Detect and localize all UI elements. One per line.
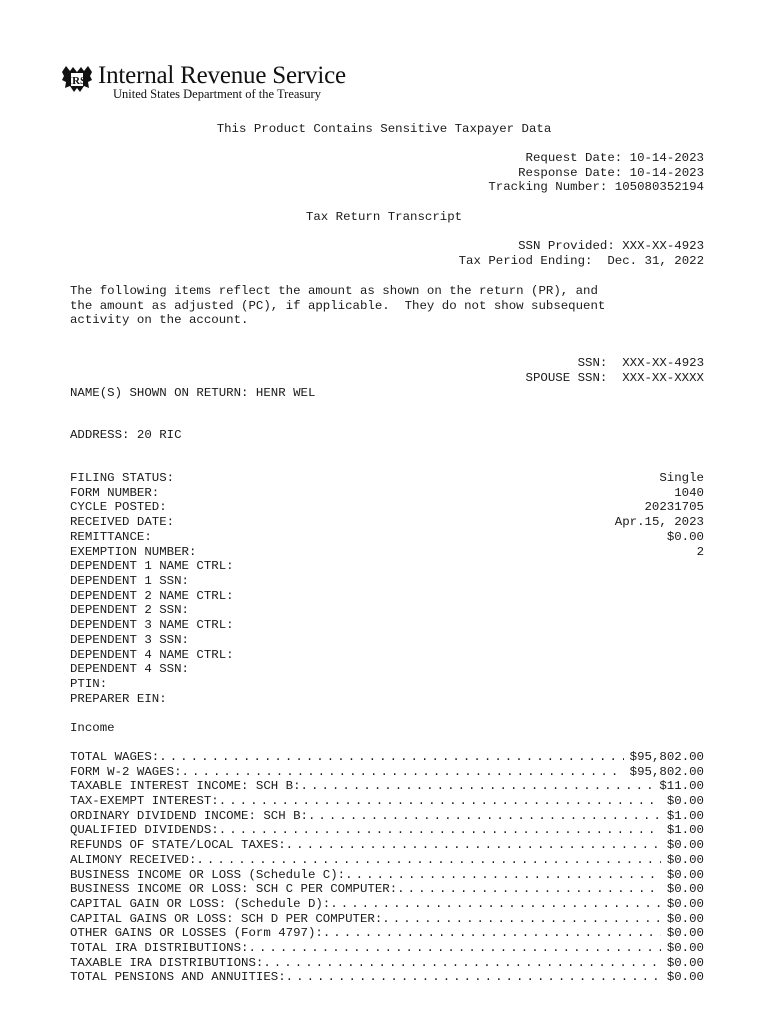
field-label: PREPARER EIN: [70, 692, 167, 706]
leader-dots [219, 823, 661, 838]
income-label: BUSINESS INCOME OR LOSS (Schedule C): [70, 867, 346, 882]
field-label: DEPENDENT 2 NAME CTRL: [70, 589, 234, 603]
income-row-ordinary-dividend [70, 809, 704, 824]
leader-dots [323, 926, 661, 941]
leader-dots [397, 882, 661, 897]
field-label: DEPENDENT 1 SSN: [70, 574, 189, 588]
income-label: OTHER GAINS OR LOSSES (Form 4797): [70, 926, 323, 941]
income-value: $0.00 [666, 970, 704, 985]
income-value: $1.00 [666, 823, 704, 838]
income-value: $11.00 [659, 779, 704, 794]
income-value: $0.00 [666, 882, 704, 897]
income-value: $0.00 [666, 867, 704, 882]
field-label: CYCLE POSTED: [70, 500, 167, 514]
income-ledger [70, 750, 704, 985]
income-row-total-pensions [70, 970, 704, 985]
income-row-qualified-dividends [70, 823, 704, 838]
filing-row-ptin [70, 677, 704, 692]
filing-row-exemption-number [70, 545, 704, 560]
page-title: Tax Return Transcript [305, 210, 463, 224]
income-row-refunds-state-local [70, 838, 704, 853]
income-label: REFUNDS OF STATE/LOCAL TAXES: [70, 838, 286, 853]
field-value: Single [659, 471, 704, 485]
income-value: $0.00 [666, 926, 704, 941]
field-label: RECEIVED DATE: [70, 515, 175, 529]
tax-period-ending: Tax Period Ending: Dec. 31, 2022 [458, 254, 704, 268]
income-label: TAXABLE INTEREST INCOME: SCH B: [70, 779, 301, 794]
income-value: $0.00 [666, 794, 704, 809]
address: ADDRESS: 20 RIC [70, 428, 182, 442]
income-label: QUALIFIED DIVIDENDS: [70, 823, 219, 838]
field-value: 2 [696, 545, 704, 559]
income-row-capital-gains-computer [70, 912, 704, 927]
dept-name: United States Department of the Treasury [113, 87, 321, 101]
income-value: $95,802.00 [629, 750, 704, 764]
income-value: $0.00 [666, 911, 704, 926]
leader-dots [219, 794, 661, 809]
names-on-return: NAME(S) SHOWN ON RETURN: HENR WEL [70, 386, 316, 400]
income-label: ALIMONY RECEIVED: [70, 852, 197, 867]
income-heading: Income [70, 721, 115, 735]
irs-eagle-icon [60, 64, 94, 94]
svg-text:IRS: IRS [67, 75, 87, 87]
field-label: DEPENDENT 2 SSN: [70, 603, 189, 617]
income-row-other-gains-4797 [70, 926, 704, 941]
income-row-total-ira [70, 941, 704, 956]
income-label: FORM W-2 WAGES: [70, 764, 182, 779]
leader-dots [330, 897, 661, 912]
filing-row-cycle-posted [70, 500, 704, 515]
income-value: $0.00 [666, 896, 704, 911]
field-value: 1040 [674, 486, 704, 500]
filing-row-dependent-4-name [70, 648, 704, 663]
field-label: DEPENDENT 4 SSN: [70, 662, 189, 676]
leader-dots [382, 912, 661, 927]
income-label: BUSINESS INCOME OR LOSS: SCH C PER COMPUTER: [70, 882, 398, 897]
filing-row-received-date [70, 515, 704, 530]
response-date: Response Date: 10-14-2023 [518, 166, 704, 180]
filing-row-filing-status [70, 471, 704, 486]
spouse-ssn: SPOUSE SSN: XXX-XX-XXXX [525, 371, 704, 385]
income-row-business-income-computer [70, 882, 704, 897]
filing-row-dependent-1-name [70, 559, 704, 574]
income-value: $0.00 [666, 955, 704, 970]
income-value: $0.00 [666, 852, 704, 867]
taxpayer-ssn: SSN: XXX-XX-4923 [577, 356, 704, 370]
ssn-provided: SSN Provided: XXX-XX-4923 [518, 239, 704, 253]
sensitive-notice: This Product Contains Sensitive Taxpayer Data [216, 122, 552, 136]
filing-row-dependent-1-ssn [70, 574, 704, 589]
income-value: $95,802.00 [629, 764, 704, 779]
filing-row-form-number [70, 486, 704, 501]
income-label: TOTAL IRA DISTRIBUTIONS: [70, 940, 249, 955]
field-label: FORM NUMBER: [70, 486, 160, 500]
filing-row-remittance [70, 530, 704, 545]
leader-dots [301, 779, 654, 794]
income-row-tax-exempt-interest [70, 794, 704, 809]
filing-row-dependent-3-ssn [70, 633, 704, 648]
field-label: PTIN: [70, 677, 108, 691]
field-label: EXEMPTION NUMBER: [70, 545, 197, 559]
leader-dots [248, 941, 660, 956]
leader-dots [308, 809, 661, 824]
income-row-business-income-c [70, 868, 704, 883]
field-label: DEPENDENT 3 SSN: [70, 633, 189, 647]
income-value: $0.00 [666, 838, 704, 853]
filing-row-dependent-3-name [70, 618, 704, 633]
leader-dots [286, 970, 661, 985]
leader-dots [286, 838, 661, 853]
income-label: TAX-EXEMPT INTEREST: [70, 794, 219, 809]
filing-row-dependent-4-ssn [70, 662, 704, 677]
income-row-alimony [70, 853, 704, 868]
field-label: DEPENDENT 4 NAME CTRL: [70, 648, 234, 662]
field-value: $0.00 [666, 530, 704, 544]
field-label: FILING STATUS: [70, 471, 175, 485]
income-value: $0.00 [666, 940, 704, 955]
income-label: TOTAL PENSIONS AND ANNUITIES: [70, 970, 286, 985]
income-row-taxable-ira [70, 956, 704, 971]
filing-row-dependent-2-ssn [70, 603, 704, 618]
income-row-capital-gain-d [70, 897, 704, 912]
filing-row-dependent-2-name [70, 589, 704, 604]
leader-dots [182, 765, 624, 780]
income-value: $1.00 [666, 808, 704, 823]
field-label: DEPENDENT 1 NAME CTRL: [70, 559, 234, 573]
income-label: TAXABLE IRA DISTRIBUTIONS: [70, 955, 264, 970]
field-value: Apr.15, 2023 [614, 515, 704, 529]
income-label: CAPITAL GAIN OR LOSS: (Schedule D): [70, 896, 331, 911]
income-label: CAPITAL GAINS OR LOSS: SCH D PER COMPUTER: [70, 911, 383, 926]
field-label: REMITTANCE: [70, 530, 152, 544]
leader-dots [159, 750, 623, 765]
field-label: DEPENDENT 3 NAME CTRL: [70, 618, 234, 632]
income-row-w2-wages [70, 765, 704, 780]
tracking-number: Tracking Number: 105080352194 [488, 180, 704, 194]
income-label: ORDINARY DIVIDEND INCOME: SCH B: [70, 808, 308, 823]
leader-dots [345, 868, 661, 883]
leader-dots [196, 853, 660, 868]
income-row-total-wages [70, 750, 704, 765]
org-name: Internal Revenue Service [98, 62, 346, 89]
request-date: Request Date: 10-14-2023 [525, 151, 704, 165]
field-value: 20231705 [644, 500, 704, 514]
intro-paragraph: The following items reflect the amount as shown on the return (PR), and the amount as adjusted (PC), if applicable. They do not show subsequent activity on the account. [70, 284, 606, 328]
leader-dots [263, 956, 660, 971]
filing-row-preparer-ein [70, 692, 704, 707]
income-label: TOTAL WAGES: [70, 750, 160, 764]
income-row-taxable-interest [70, 779, 704, 794]
